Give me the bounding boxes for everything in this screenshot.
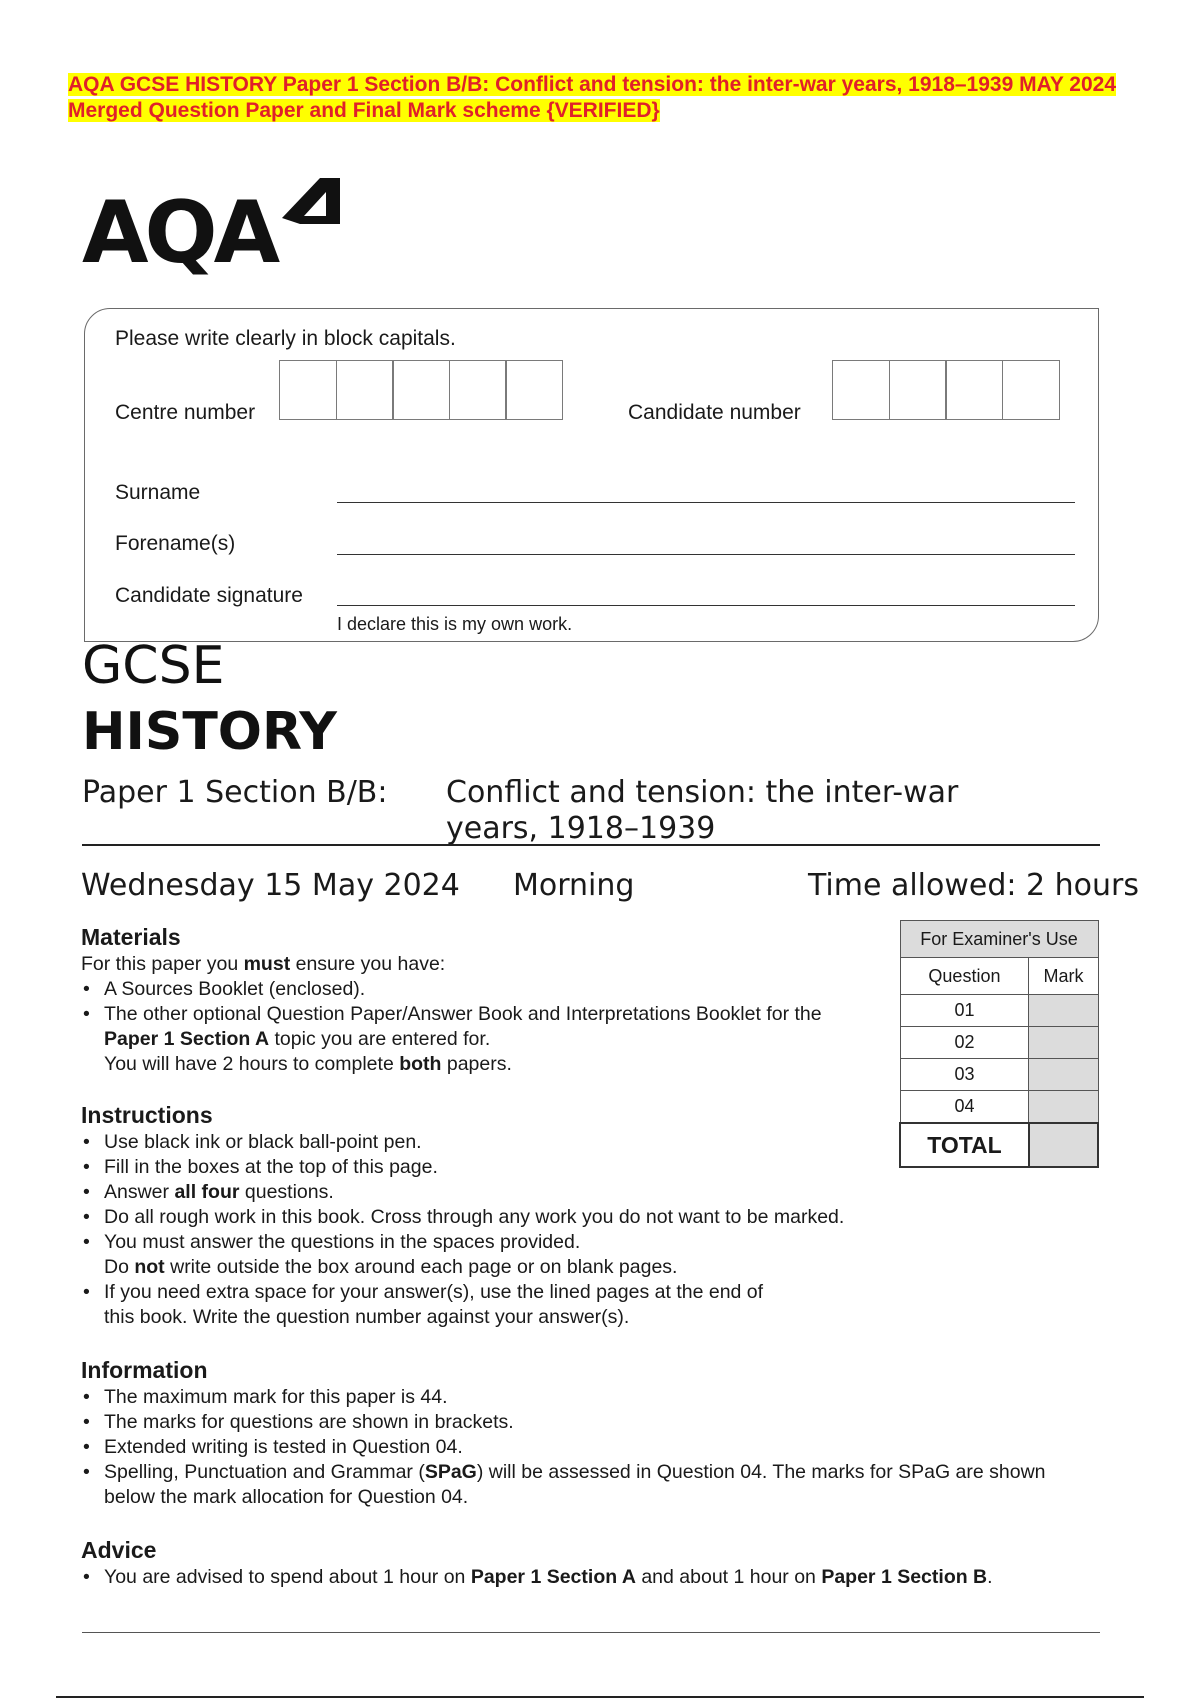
aqa-tick-logo-icon — [282, 178, 340, 224]
question-number: 03 — [900, 1059, 1029, 1091]
table-row — [900, 1059, 1098, 1091]
centre-number-digit[interactable] — [505, 360, 563, 420]
forename-field[interactable] — [337, 554, 1075, 555]
surname-field[interactable] — [337, 502, 1075, 503]
footer-divider — [82, 1632, 1100, 1633]
time-allowed: Time allowed: 2 hours — [808, 868, 1140, 903]
declaration-text: I declare this is my own work. — [337, 614, 573, 634]
list-item: • Do all rough work in this book. Cross through any work you do not want to be marked. — [81, 1205, 1081, 1230]
list-item: • Spelling, Punctuation and Grammar (SPaG) will be assessed in Question 04. The marks for SPaG are shown below the mark allocation for Question 04. — [81, 1460, 1086, 1510]
paper-label: Paper 1 Section B/B: — [82, 775, 388, 810]
list-item: • If you need extra space for your answer(s), use the lined pages at the end of this book. Write the question number against your answer(s). — [81, 1280, 1081, 1330]
paper-topic: Conflict and tension: the inter-war years, 1918–1939 — [446, 775, 959, 846]
materials-intro: For this paper you must ensure you have: — [81, 953, 446, 975]
centre-number-digit[interactable] — [449, 360, 507, 420]
materials-section — [81, 925, 841, 1077]
list-item: • The maximum mark for this paper is 44. — [81, 1385, 1086, 1410]
signature-label: Candidate signature — [115, 584, 303, 607]
centre-number-label: Centre number — [115, 401, 256, 424]
advice-section — [81, 1538, 1121, 1590]
list-item: • You are advised to spend about 1 hour on Paper 1 Section A and about 1 hour on Paper 1 Section B. — [81, 1565, 1121, 1590]
information-section — [81, 1358, 1086, 1510]
list-item: • A Sources Booklet (enclosed). — [81, 977, 841, 1002]
information-heading: Information — [81, 1357, 208, 1383]
title-divider — [82, 844, 1100, 846]
table-row — [900, 1027, 1098, 1059]
instructions-section — [81, 1103, 1081, 1330]
instructions-heading: Instructions — [81, 1102, 213, 1128]
list-item: • Answer all four questions. — [81, 1180, 1081, 1205]
list-item: • You must answer the questions in the spaces provided. Do not write outside the box around each page or on blank pages. — [81, 1230, 1081, 1280]
materials-heading: Materials — [81, 924, 181, 950]
qualification-title: GCSE — [82, 636, 225, 696]
list-item: • The marks for questions are shown in brackets. — [81, 1410, 1086, 1435]
candidate-number-boxes — [832, 360, 1060, 420]
title-banner — [68, 72, 1188, 124]
mark-cell — [1029, 995, 1098, 1027]
list-item: • Fill in the boxes at the top of this page. — [81, 1155, 1081, 1180]
list-item: • Extended writing is tested in Question 04. — [81, 1435, 1086, 1460]
forename-label: Forename(s) — [115, 532, 236, 555]
question-number: 01 — [900, 995, 1029, 1027]
page-bottom-rule — [56, 1696, 1144, 1698]
form-instruction: Please write clearly in block capitals. — [115, 327, 456, 350]
total-label: TOTAL — [900, 1123, 1029, 1167]
candidate-number-digit[interactable] — [1002, 360, 1060, 420]
candidate-number-digit[interactable] — [889, 360, 947, 420]
centre-number-boxes — [279, 360, 563, 420]
candidate-number-digit[interactable] — [945, 360, 1003, 420]
question-number: 02 — [900, 1027, 1029, 1059]
candidate-number-digit[interactable] — [832, 360, 890, 420]
exam-date: Wednesday 15 May 2024 — [81, 868, 460, 903]
centre-number-digit[interactable] — [392, 360, 450, 420]
subject-title: HISTORY — [82, 702, 337, 762]
question-column-header: Question — [900, 958, 1029, 995]
centre-number-digit[interactable] — [336, 360, 394, 420]
signature-field[interactable] — [337, 605, 1075, 606]
candidate-number-label: Candidate number — [628, 401, 801, 424]
centre-number-digit[interactable] — [279, 360, 337, 420]
list-item: • The other optional Question Paper/Answer Book and Interpretations Booklet for the Paper 1 Section A topic you are entered for. You will have 2 hours to complete both papers. — [81, 1002, 841, 1077]
mark-cell — [1029, 1027, 1098, 1059]
mark-cell — [1029, 1059, 1098, 1091]
table-row — [900, 995, 1098, 1027]
exam-session: Morning — [513, 868, 635, 903]
surname-label: Surname — [115, 481, 201, 504]
aqa-logo-text: AQA — [82, 183, 277, 280]
banner-line-1: AQA GCSE HISTORY Paper 1 Section B/B: Conflict and tension: the inter-war years, 1918–1939 MAY 2024 — [68, 73, 1117, 96]
aqa-logo — [82, 170, 382, 280]
examiner-table-title: For Examiner's Use — [900, 921, 1098, 958]
mark-column-header: Mark — [1029, 958, 1098, 995]
list-item: • Use black ink or black ball-point pen. — [81, 1130, 1081, 1155]
advice-heading: Advice — [81, 1537, 157, 1563]
banner-line-2: Merged Question Paper and Final Mark scheme {VERIFIED} — [68, 99, 660, 122]
question-number: 04 — [900, 1091, 1029, 1124]
